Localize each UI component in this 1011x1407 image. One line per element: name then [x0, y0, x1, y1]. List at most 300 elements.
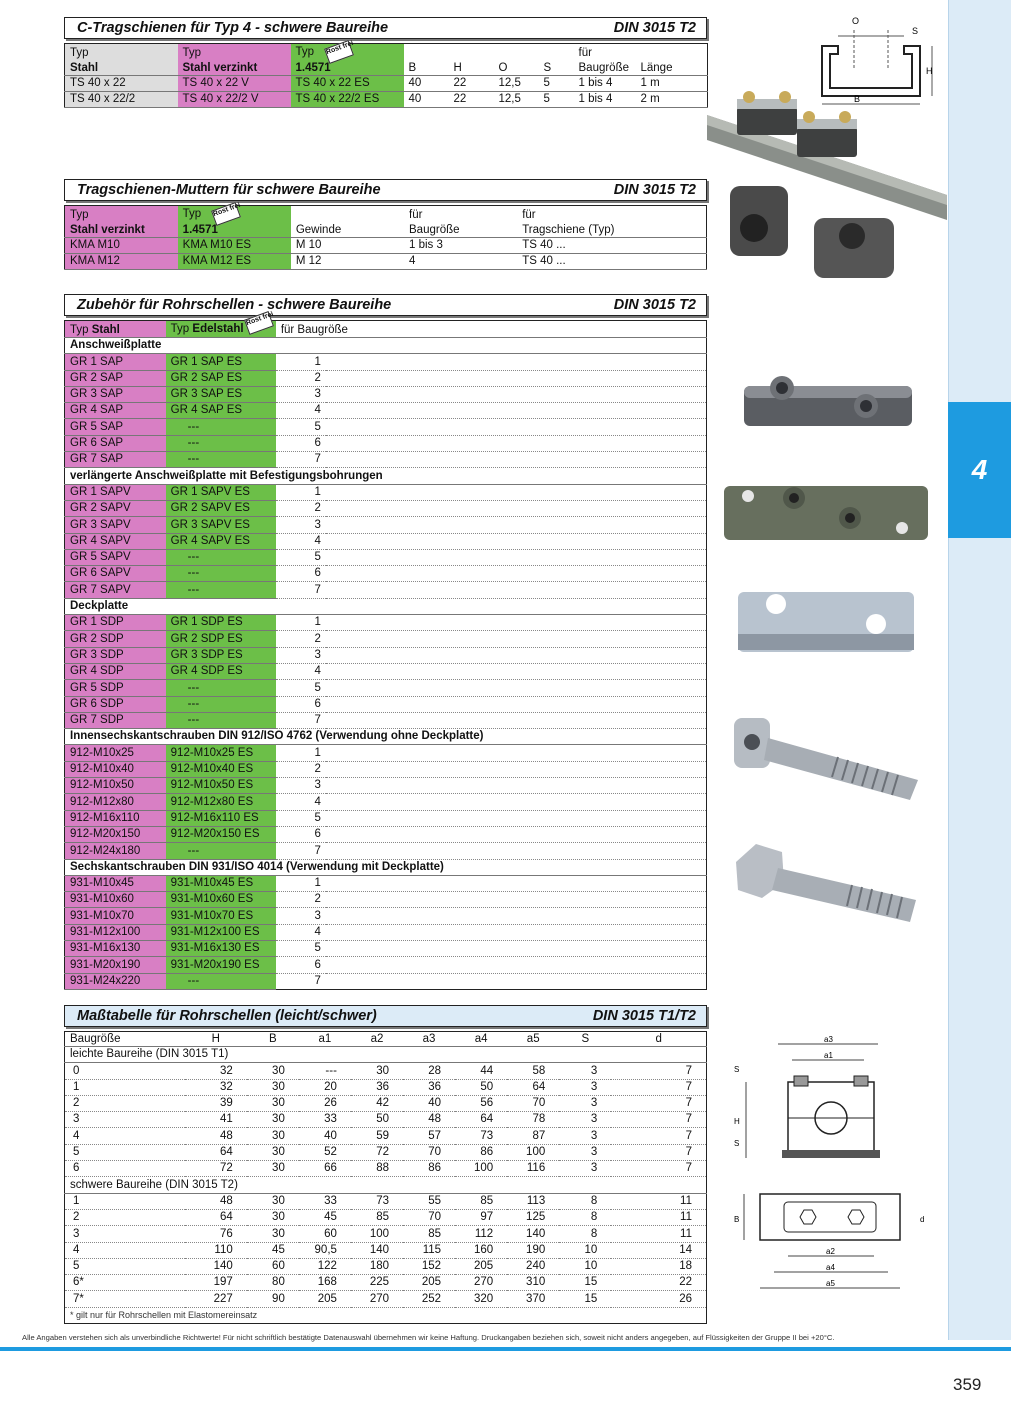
- cell-value: 40: [299, 1128, 351, 1144]
- col-header: a3: [403, 1032, 455, 1047]
- dim-a5: a5: [826, 1279, 835, 1288]
- cell-value: 122: [299, 1258, 351, 1274]
- cell-value: 320: [455, 1291, 507, 1307]
- cell-value: 2: [65, 1095, 185, 1111]
- typ-label: Typ: [65, 44, 178, 61]
- cell-edelstahl: 912-M10x50 ES: [166, 778, 276, 794]
- cell-baugroesse: 7: [276, 582, 326, 598]
- table-row: [65, 582, 707, 598]
- footnote-row: [65, 1307, 707, 1323]
- table-row: [65, 1079, 707, 1095]
- col-header: B: [247, 1032, 299, 1047]
- table-row: [65, 1226, 707, 1242]
- cell-baugroesse: 4: [276, 403, 326, 419]
- dim-s-top: S: [734, 1065, 740, 1074]
- cell-value: 56: [455, 1095, 507, 1111]
- cell-value: 7*: [65, 1291, 185, 1307]
- section-norm: DIN 3015 T2: [613, 182, 696, 198]
- cell-value: 1: [65, 1079, 185, 1095]
- cell-verzinkt: KMA M12: [65, 253, 178, 269]
- cell-value: 88: [351, 1161, 403, 1177]
- table-row: [65, 386, 707, 402]
- cell-value: 30: [247, 1063, 299, 1079]
- cell-value: 11: [611, 1209, 706, 1225]
- cell-o: 12,5: [494, 75, 539, 91]
- cell-edelstahl: ---: [166, 843, 276, 859]
- cell-value: 100: [351, 1226, 403, 1242]
- cell-b: 40: [404, 75, 449, 91]
- cell-edelstahl: GR 1 SAPV ES: [166, 484, 276, 500]
- cell-baugroesse: 1: [276, 615, 326, 631]
- cell-value: 30: [247, 1079, 299, 1095]
- cell-value: 7: [611, 1128, 706, 1144]
- cell-value: 86: [403, 1161, 455, 1177]
- cell-baugroesse: 3: [276, 517, 326, 533]
- cell-value: 113: [507, 1193, 559, 1209]
- cell-value: 70: [403, 1209, 455, 1225]
- cell-baugroesse: 4: [276, 924, 326, 940]
- section-title: Tragschienen-Muttern für schwere Baureihe: [77, 182, 381, 198]
- cell-value: 59: [351, 1128, 403, 1144]
- clamp-dimension-diagram: [720, 1032, 940, 1302]
- hex-screw-photo: [732, 838, 922, 928]
- cell-stahl: TS 40 x 22/2: [65, 91, 178, 107]
- cell-stahl: 912-M24x180: [65, 843, 166, 859]
- dim-a2: a2: [826, 1247, 835, 1256]
- section-header: [64, 179, 707, 201]
- table-row: [65, 452, 707, 468]
- section-dimensions: [64, 1005, 707, 1324]
- cell-stahl: GR 5 SAP: [65, 419, 166, 435]
- rostfrei-stamp-icon: Rost frei: [324, 40, 354, 64]
- cell-baugroesse: 6: [276, 826, 326, 842]
- col-header: a1: [299, 1032, 351, 1047]
- cell-stahl: 931-M24x220: [65, 973, 166, 989]
- rail-nut-photo: [722, 178, 912, 288]
- cell-value: 3: [559, 1112, 611, 1128]
- cell-value: 3: [559, 1144, 611, 1160]
- cell-verzinkt: TS 40 x 22/2 V: [178, 91, 291, 107]
- cell-baugroesse: 7: [276, 973, 326, 989]
- cell-edelstahl: 931-M10x45 ES: [166, 875, 276, 891]
- group-header: Innensechskantschrauben DIN 912/ISO 4762 (Verwendung ohne Deckplatte): [65, 729, 707, 745]
- cell-value: 39: [185, 1095, 247, 1111]
- col-s: S: [539, 60, 574, 75]
- footer-bar: [0, 1347, 1011, 1351]
- cell-value: 310: [507, 1275, 559, 1291]
- cell-value: 8: [559, 1193, 611, 1209]
- cell-value: 58: [507, 1063, 559, 1079]
- group-header: leichte Baureihe (DIN 3015 T1): [65, 1047, 707, 1063]
- section-norm: DIN 3015 T1/T2: [592, 1008, 696, 1024]
- cell-stahl: GR 7 SAPV: [65, 582, 166, 598]
- table-row: [65, 517, 707, 533]
- col-header: S: [559, 1032, 611, 1047]
- table-row: [65, 1128, 707, 1144]
- dim-h: H: [926, 66, 933, 76]
- group-header: Sechskantschrauben DIN 931/ISO 4014 (Verwendung mit Deckplatte): [65, 859, 707, 875]
- cell-value: 11: [611, 1226, 706, 1242]
- dim-h: H: [734, 1117, 740, 1126]
- cell-verzinkt: KMA M10: [65, 237, 178, 253]
- table-row: [65, 1161, 707, 1177]
- cell-value: 160: [455, 1242, 507, 1258]
- cell-value: 3: [559, 1095, 611, 1111]
- cell-value: 30: [247, 1128, 299, 1144]
- col-header: a5: [507, 1032, 559, 1047]
- cell-baugroesse: 4: [404, 253, 517, 269]
- cell-baugroesse: 4: [276, 533, 326, 549]
- cell-value: 72: [351, 1144, 403, 1160]
- dim-o: O: [852, 16, 860, 26]
- cell-value: 190: [507, 1242, 559, 1258]
- dimension-table: [64, 1031, 707, 1324]
- cell-baugroesse: 1 bis 3: [404, 237, 517, 253]
- cell-baugroesse: 7: [276, 452, 326, 468]
- cell-value: 4: [65, 1128, 185, 1144]
- cell-value: 41: [185, 1112, 247, 1128]
- side-bar: [948, 0, 1011, 1340]
- cell-stahl: 912-M20x150: [65, 826, 166, 842]
- cell-edelstahl: 912-M20x150 ES: [166, 826, 276, 842]
- table-row: [65, 1112, 707, 1128]
- cell-value: 10: [559, 1242, 611, 1258]
- cell-value: 7: [611, 1112, 706, 1128]
- table-row: [65, 712, 707, 728]
- section-norm: DIN 3015 T2: [613, 20, 696, 36]
- cell-value: 28: [403, 1063, 455, 1079]
- cell-stahl: GR 7 SDP: [65, 712, 166, 728]
- cell-value: 60: [247, 1258, 299, 1274]
- table-row: [65, 1063, 707, 1079]
- section-rail-nuts: [64, 179, 707, 270]
- cell-value: 180: [351, 1258, 403, 1274]
- extended-weld-plate-photo: [722, 476, 932, 556]
- cell-value: 90: [247, 1291, 299, 1307]
- cell-value: 44: [455, 1063, 507, 1079]
- cell-tragschiene: TS 40 ...: [517, 253, 706, 269]
- cell-edelstahl: GR 4 SDP ES: [166, 663, 276, 679]
- cell-value: 205: [403, 1275, 455, 1291]
- group-header: Deckplatte: [65, 598, 707, 614]
- cell-value: 60: [299, 1226, 351, 1242]
- cell-value: 2: [65, 1209, 185, 1225]
- cell-h: 22: [449, 75, 494, 91]
- cell-edelstahl: KMA M12 ES: [178, 253, 291, 269]
- footnote: * gilt nur für Rohrschellen mit Elastomereinsatz: [70, 1310, 258, 1321]
- dim-a4: a4: [826, 1263, 835, 1272]
- col-header: H: [185, 1032, 247, 1047]
- cell-value: 30: [351, 1063, 403, 1079]
- cell-verzinkt: TS 40 x 22 V: [178, 75, 291, 91]
- table-row: [65, 533, 707, 549]
- table-row: [65, 419, 707, 435]
- cell-value: 30: [247, 1193, 299, 1209]
- table-row: [65, 680, 707, 696]
- cell-value: 32: [185, 1063, 247, 1079]
- cell-stahl: GR 5 SDP: [65, 680, 166, 696]
- cell-stahl: 912-M10x40: [65, 761, 166, 777]
- cell-baugroesse: 5: [276, 810, 326, 826]
- chapter-tab[interactable]: 4: [948, 402, 1011, 538]
- table-row: [65, 354, 707, 370]
- cell-value: 64: [185, 1144, 247, 1160]
- table-row: [65, 794, 707, 810]
- cell-baugroesse: 3: [276, 386, 326, 402]
- cell-value: 168: [299, 1275, 351, 1291]
- cell-baugroesse: 1: [276, 745, 326, 761]
- cell-value: 205: [299, 1291, 351, 1307]
- cell-value: 110: [185, 1242, 247, 1258]
- group-header: verlängerte Anschweißplatte mit Befestigungsbohrungen: [65, 468, 707, 484]
- cell-value: 64: [455, 1112, 507, 1128]
- table-row: [65, 924, 707, 940]
- table-row: [65, 1242, 707, 1258]
- cell-stahl: 912-M12x80: [65, 794, 166, 810]
- cell-s: 5: [539, 91, 574, 107]
- section-header: [64, 17, 707, 39]
- cell-value: 30: [247, 1095, 299, 1111]
- cell-value: 20: [299, 1079, 351, 1095]
- group-header: Anschweißplatte: [65, 338, 707, 354]
- typ-label: Typ: [178, 44, 291, 61]
- col-gewinde: Gewinde: [291, 222, 404, 237]
- cell-value: 85: [351, 1209, 403, 1225]
- col-material: 1.4571: [291, 60, 404, 75]
- cell-value: 26: [299, 1095, 351, 1111]
- cell-stahl: GR 1 SAP: [65, 354, 166, 370]
- cell-edelstahl: ---: [166, 696, 276, 712]
- cell-value: 73: [351, 1193, 403, 1209]
- cell-value: 57: [403, 1128, 455, 1144]
- cell-tragschiene: TS 40 ...: [517, 237, 706, 253]
- cell-value: 112: [455, 1226, 507, 1242]
- cell-value: 45: [299, 1209, 351, 1225]
- cell-value: 6*: [65, 1275, 185, 1291]
- cell-edelstahl: ---: [166, 973, 276, 989]
- fuer-label: für: [409, 209, 423, 221]
- cell-baugroesse: 6: [276, 566, 326, 582]
- cell-value: 70: [403, 1144, 455, 1160]
- cell-value: 50: [455, 1079, 507, 1095]
- cell-stahl: 912-M16x110: [65, 810, 166, 826]
- cell-value: 3: [65, 1112, 185, 1128]
- col-header: a4: [455, 1032, 507, 1047]
- table-row: [65, 500, 707, 516]
- cell-b: 40: [404, 91, 449, 107]
- cell-value: 252: [403, 1291, 455, 1307]
- table-row: [65, 370, 707, 386]
- cell-value: 6: [65, 1161, 185, 1177]
- col-edelstahl: Typ EdelstahlRost frei: [166, 321, 276, 338]
- table-row: [65, 940, 707, 956]
- cell-value: 48: [185, 1193, 247, 1209]
- cell-value: 52: [299, 1144, 351, 1160]
- cell-edelstahl: TS 40 x 22/2 ES: [291, 91, 404, 107]
- cell-stahl: GR 6 SAPV: [65, 566, 166, 582]
- disclaimer: Alle Angaben verstehen sich als unverbindliche Richtwerte! Für nicht schriftlich bestätigte Datenauswahl übernehmen wir keine Haftung. Druckangaben beziehen sich, soweit nicht anders angegeben, auf Flüssigkeiten der Gruppe II bei +20°C.: [22, 1333, 835, 1342]
- table-row: [65, 875, 707, 891]
- cell-value: 50: [351, 1112, 403, 1128]
- cell-value: 225: [351, 1275, 403, 1291]
- cell-edelstahl: ---: [166, 452, 276, 468]
- cell-value: 8: [559, 1226, 611, 1242]
- cell-value: 3: [559, 1063, 611, 1079]
- cell-value: 125: [507, 1209, 559, 1225]
- col-baugroesse: für Baugröße: [276, 321, 707, 338]
- cell-value: 78: [507, 1112, 559, 1128]
- cell-baugroesse: 3: [276, 778, 326, 794]
- cell-edelstahl: 912-M10x40 ES: [166, 761, 276, 777]
- cell-edelstahl: 931-M20x190 ES: [166, 957, 276, 973]
- dim-d: d: [920, 1215, 925, 1224]
- col-tragschiene: Tragschiene (Typ): [517, 222, 706, 237]
- cell-edelstahl: ---: [166, 435, 276, 451]
- cell-edelstahl: ---: [166, 582, 276, 598]
- cell-stahl: GR 3 SAP: [65, 386, 166, 402]
- col-b: B: [404, 60, 449, 75]
- typ-label: Typ: [65, 206, 178, 223]
- cell-edelstahl: GR 4 SAPV ES: [166, 533, 276, 549]
- fuer-label: für: [578, 47, 592, 59]
- table-row: [65, 549, 707, 565]
- cell-value: 140: [507, 1226, 559, 1242]
- cell-value: 87: [507, 1128, 559, 1144]
- typ-label: Typ Rost frei: [178, 206, 291, 223]
- cell-value: 45: [247, 1242, 299, 1258]
- col-stahl: Stahl: [65, 60, 178, 75]
- cell-laenge: 2 m: [636, 91, 708, 107]
- table-row: [65, 778, 707, 794]
- cell-value: 40: [403, 1095, 455, 1111]
- cell-value: 116: [507, 1161, 559, 1177]
- cell-value: 152: [403, 1258, 455, 1274]
- cell-baugroesse: 6: [276, 696, 326, 712]
- cell-baugroesse: 1 bis 4: [574, 75, 636, 91]
- cell-stahl: 912-M10x25: [65, 745, 166, 761]
- cell-value: 30: [247, 1209, 299, 1225]
- cell-edelstahl: GR 4 SAP ES: [166, 403, 276, 419]
- table-row: [65, 810, 707, 826]
- cell-value: 85: [403, 1226, 455, 1242]
- table-row: [65, 75, 708, 91]
- cell-edelstahl: 931-M16x130 ES: [166, 940, 276, 956]
- cell-value: 18: [611, 1258, 706, 1274]
- table-row: [65, 1258, 707, 1274]
- rail-section-diagram: [808, 10, 948, 108]
- table-row: [65, 957, 707, 973]
- col-baugroesse: Baugröße: [574, 60, 636, 75]
- cell-stahl: TS 40 x 22: [65, 75, 178, 91]
- col-verzinkt: Stahl verzinkt: [178, 60, 291, 75]
- cell-value: 33: [299, 1193, 351, 1209]
- fuer-label: für: [522, 209, 536, 221]
- cell-value: 1: [65, 1193, 185, 1209]
- cell-value: 42: [351, 1095, 403, 1111]
- cell-value: 7: [611, 1063, 706, 1079]
- table-row: [65, 566, 707, 582]
- table-row: [65, 1291, 707, 1307]
- dim-s-bottom: S: [734, 1139, 740, 1148]
- cell-stahl: GR 2 SDP: [65, 631, 166, 647]
- col-header: Baugröße: [65, 1032, 185, 1047]
- cell-value: 48: [403, 1112, 455, 1128]
- table-row: [65, 403, 707, 419]
- cell-edelstahl: 931-M12x100 ES: [166, 924, 276, 940]
- section-header: [64, 294, 707, 316]
- cell-baugroesse: 1: [276, 354, 326, 370]
- cell-value: 4: [65, 1242, 185, 1258]
- table-row: [65, 745, 707, 761]
- cell-value: 97: [455, 1209, 507, 1225]
- section-title: Zubehör für Rohrschellen - schwere Baureihe: [77, 297, 392, 313]
- cell-o: 12,5: [494, 91, 539, 107]
- cell-baugroesse: 7: [276, 843, 326, 859]
- cell-stahl: GR 2 SAP: [65, 370, 166, 386]
- cell-edelstahl: 912-M10x25 ES: [166, 745, 276, 761]
- cell-edelstahl: ---: [166, 712, 276, 728]
- group-header: schwere Baureihe (DIN 3015 T2): [65, 1177, 707, 1193]
- cell-value: 227: [185, 1291, 247, 1307]
- cell-value: 370: [507, 1291, 559, 1307]
- cell-value: 66: [299, 1161, 351, 1177]
- cell-stahl: GR 7 SAP: [65, 452, 166, 468]
- cell-stahl: GR 4 SAP: [65, 403, 166, 419]
- cell-laenge: 1 m: [636, 75, 708, 91]
- cell-edelstahl: ---: [166, 419, 276, 435]
- cell-value: 270: [351, 1291, 403, 1307]
- cell-edelstahl: ---: [166, 680, 276, 696]
- cell-baugroesse: 5: [276, 549, 326, 565]
- cell-value: 70: [507, 1095, 559, 1111]
- cell-value: 64: [507, 1079, 559, 1095]
- cell-value: 10: [559, 1258, 611, 1274]
- cell-baugroesse: 3: [276, 908, 326, 924]
- cell-baugroesse: 2: [276, 892, 326, 908]
- cell-edelstahl: GR 2 SAPV ES: [166, 500, 276, 516]
- clamp-1: [737, 91, 797, 135]
- cell-value: 90,5: [299, 1242, 351, 1258]
- cell-edelstahl: GR 3 SAPV ES: [166, 517, 276, 533]
- cell-edelstahl: GR 3 SAP ES: [166, 386, 276, 402]
- dim-a3: a3: [824, 1035, 833, 1044]
- col-baugroesse: Baugröße: [404, 222, 517, 237]
- section-norm: DIN 3015 T2: [613, 297, 696, 313]
- socket-screw-photo: [728, 712, 928, 802]
- cell-value: 100: [507, 1144, 559, 1160]
- cell-value: 33: [299, 1112, 351, 1128]
- dim-a1: a1: [824, 1051, 833, 1060]
- section-header: [64, 1005, 707, 1027]
- cell-value: 30: [247, 1112, 299, 1128]
- cell-value: 3: [559, 1161, 611, 1177]
- cell-stahl: 912-M10x50: [65, 778, 166, 794]
- cell-value: ---: [299, 1063, 351, 1079]
- cell-value: 30: [247, 1161, 299, 1177]
- c-rails-table: [64, 39, 708, 108]
- cell-value: 26: [611, 1291, 706, 1307]
- cell-baugroesse: 6: [276, 435, 326, 451]
- cell-value: 7: [611, 1144, 706, 1160]
- table-row: [65, 1275, 707, 1291]
- cell-baugroesse: 1 bis 4: [574, 91, 636, 107]
- cell-baugroesse: 4: [276, 663, 326, 679]
- clamp-2: [797, 111, 857, 157]
- cell-stahl: GR 1 SDP: [65, 615, 166, 631]
- cell-edelstahl: GR 1 SDP ES: [166, 615, 276, 631]
- cell-baugroesse: 2: [276, 370, 326, 386]
- col-header: d: [611, 1032, 706, 1047]
